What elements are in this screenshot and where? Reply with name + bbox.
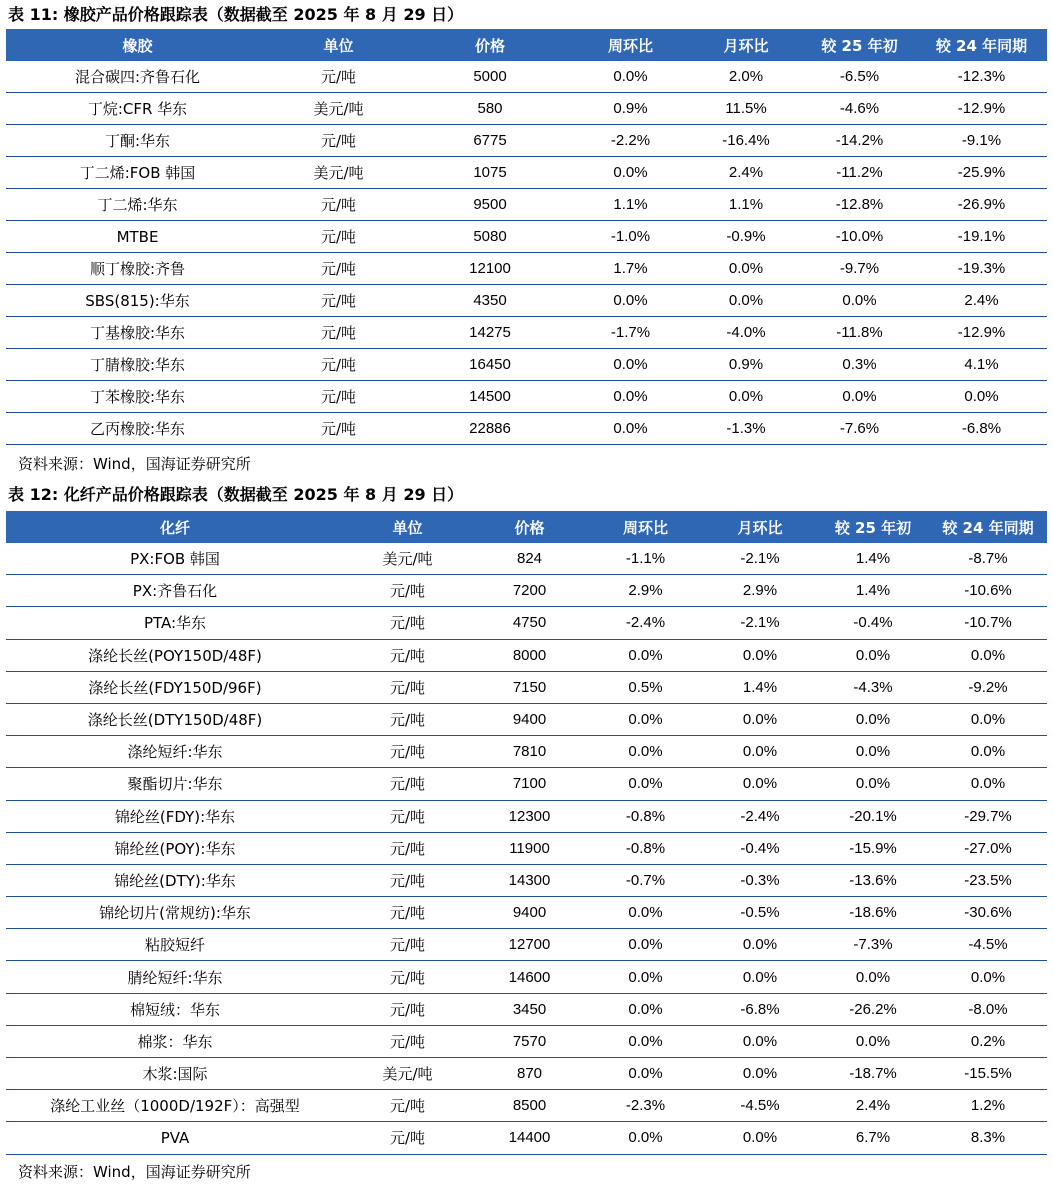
yoy-cell: -12.9%: [916, 93, 1047, 125]
yoy-cell: -9.2%: [929, 671, 1047, 703]
price-cell: 7200: [471, 575, 588, 607]
header-product: 橡胶: [6, 29, 269, 61]
ytd-cell: 0.0%: [817, 736, 929, 768]
price-cell: 8000: [471, 639, 588, 671]
ytd-cell: -18.6%: [817, 897, 929, 929]
table-row: [6, 1058, 1047, 1090]
table-row: [6, 897, 1047, 929]
table-row: [6, 800, 1047, 832]
unit-cell: 元/吨: [344, 929, 471, 961]
product-cell: 聚酯切片:华东: [6, 768, 344, 800]
fiber-table-title: 表 12: 化纤产品价格跟踪表（数据截至 2025 年 8 月 29 日）: [8, 485, 464, 504]
yoy-cell: -8.7%: [929, 543, 1047, 575]
yoy-cell: 2.4%: [916, 285, 1047, 317]
price-cell: 6775: [408, 125, 572, 157]
unit-cell: 美元/吨: [269, 93, 408, 125]
table-row: [6, 189, 1047, 221]
price-cell: 9400: [471, 703, 588, 735]
mom-cell: -0.3%: [703, 864, 817, 896]
table-row: [6, 543, 1047, 575]
ytd-cell: 0.0%: [817, 961, 929, 993]
ytd-cell: -12.8%: [803, 189, 916, 221]
yoy-cell: 1.2%: [929, 1090, 1047, 1122]
price-cell: 824: [471, 543, 588, 575]
mom-cell: -1.3%: [689, 413, 803, 445]
price-cell: 7570: [471, 1025, 588, 1057]
product-cell: 涤纶长丝(POY150D/48F): [6, 639, 344, 671]
wow-cell: 1.7%: [572, 253, 689, 285]
table-row: [6, 961, 1047, 993]
unit-cell: 美元/吨: [344, 1058, 471, 1090]
product-cell: 腈纶短纤:华东: [6, 961, 344, 993]
ytd-cell: 1.4%: [817, 575, 929, 607]
price-cell: 11900: [471, 832, 588, 864]
wow-cell: -0.8%: [588, 800, 703, 832]
yoy-cell: -12.9%: [916, 317, 1047, 349]
table-row: [6, 993, 1047, 1025]
unit-cell: 元/吨: [344, 832, 471, 864]
header-mom: 月环比: [689, 29, 803, 61]
ytd-cell: -0.4%: [817, 607, 929, 639]
mom-cell: 0.0%: [689, 285, 803, 317]
mom-cell: 1.4%: [703, 671, 817, 703]
price-cell: 4750: [471, 607, 588, 639]
unit-cell: 美元/吨: [269, 157, 408, 189]
unit-cell: 元/吨: [269, 125, 408, 157]
rubber-price-table: [6, 29, 1047, 445]
table-row: [6, 929, 1047, 961]
table-row: [6, 221, 1047, 253]
unit-cell: 元/吨: [269, 221, 408, 253]
wow-cell: 0.0%: [588, 768, 703, 800]
yoy-cell: -19.3%: [916, 253, 1047, 285]
header-product: 化纤: [6, 511, 344, 543]
wow-cell: 0.0%: [572, 61, 689, 93]
unit-cell: 元/吨: [269, 413, 408, 445]
wow-cell: 2.9%: [588, 575, 703, 607]
wow-cell: -2.2%: [572, 125, 689, 157]
unit-cell: 元/吨: [344, 768, 471, 800]
mom-cell: 0.0%: [703, 1025, 817, 1057]
mom-cell: 0.0%: [703, 736, 817, 768]
ytd-cell: -7.3%: [817, 929, 929, 961]
unit-cell: 元/吨: [344, 1025, 471, 1057]
price-cell: 5080: [408, 221, 572, 253]
table-header-row: [6, 511, 1047, 543]
wow-cell: -2.3%: [588, 1090, 703, 1122]
header-ytd: 较 25 年初: [817, 511, 929, 543]
table-row: [6, 1090, 1047, 1122]
ytd-cell: 6.7%: [817, 1122, 929, 1154]
unit-cell: 元/吨: [344, 1090, 471, 1122]
table-row: [6, 736, 1047, 768]
table-row: [6, 157, 1047, 189]
mom-cell: -0.5%: [703, 897, 817, 929]
wow-cell: 0.0%: [588, 1122, 703, 1154]
price-cell: 22886: [408, 413, 572, 445]
wow-cell: 0.0%: [572, 349, 689, 381]
product-cell: 顺丁橡胶:齐鲁: [6, 253, 269, 285]
mom-cell: -4.5%: [703, 1090, 817, 1122]
wow-cell: 0.0%: [588, 993, 703, 1025]
price-cell: 3450: [471, 993, 588, 1025]
fiber-price-table: [6, 511, 1047, 1155]
product-cell: PVA: [6, 1122, 344, 1154]
mom-cell: 2.9%: [703, 575, 817, 607]
header-price: 价格: [408, 29, 572, 61]
table-row: [6, 413, 1047, 445]
table-row: [6, 285, 1047, 317]
wow-cell: 0.0%: [572, 381, 689, 413]
price-cell: 16450: [408, 349, 572, 381]
yoy-cell: -8.0%: [929, 993, 1047, 1025]
mom-cell: 0.0%: [703, 639, 817, 671]
mom-cell: 0.9%: [689, 349, 803, 381]
unit-cell: 元/吨: [269, 285, 408, 317]
price-cell: 4350: [408, 285, 572, 317]
table-row: [6, 607, 1047, 639]
table-row: [6, 703, 1047, 735]
unit-cell: 元/吨: [269, 349, 408, 381]
ytd-cell: -9.7%: [803, 253, 916, 285]
ytd-cell: 0.0%: [817, 1025, 929, 1057]
wow-cell: 0.0%: [588, 736, 703, 768]
table-row: [6, 768, 1047, 800]
product-cell: 混合碳四:齐鲁石化: [6, 61, 269, 93]
yoy-cell: -9.1%: [916, 125, 1047, 157]
product-cell: 丁酮:华东: [6, 125, 269, 157]
ytd-cell: 0.0%: [817, 639, 929, 671]
price-cell: 7100: [471, 768, 588, 800]
yoy-cell: -29.7%: [929, 800, 1047, 832]
product-cell: 乙丙橡胶:华东: [6, 413, 269, 445]
product-cell: SBS(815):华东: [6, 285, 269, 317]
unit-cell: 元/吨: [269, 253, 408, 285]
product-cell: 锦纶丝(DTY):华东: [6, 864, 344, 896]
ytd-cell: 1.4%: [817, 543, 929, 575]
table-row: [6, 381, 1047, 413]
unit-cell: 元/吨: [344, 703, 471, 735]
table-row: [6, 864, 1047, 896]
fiber-source-note: 资料来源：Wind，国海证券研究所: [18, 1163, 251, 1181]
product-cell: 丁苯橡胶:华东: [6, 381, 269, 413]
product-cell: 涤纶长丝(DTY150D/48F): [6, 703, 344, 735]
yoy-cell: -23.5%: [929, 864, 1047, 896]
yoy-cell: -4.5%: [929, 929, 1047, 961]
yoy-cell: 8.3%: [929, 1122, 1047, 1154]
unit-cell: 元/吨: [344, 864, 471, 896]
ytd-cell: 0.0%: [803, 381, 916, 413]
unit-cell: 元/吨: [269, 189, 408, 221]
table-row: [6, 93, 1047, 125]
price-cell: 14275: [408, 317, 572, 349]
header-unit: 单位: [344, 511, 471, 543]
unit-cell: 元/吨: [269, 381, 408, 413]
product-cell: 棉浆：华东: [6, 1025, 344, 1057]
ytd-cell: 0.0%: [803, 285, 916, 317]
wow-cell: 0.9%: [572, 93, 689, 125]
ytd-cell: -15.9%: [817, 832, 929, 864]
yoy-cell: -10.7%: [929, 607, 1047, 639]
product-cell: 涤纶工业丝（1000D/192F）：高强型: [6, 1090, 344, 1122]
mom-cell: 1.1%: [689, 189, 803, 221]
yoy-cell: 4.1%: [916, 349, 1047, 381]
mom-cell: 0.0%: [689, 381, 803, 413]
product-cell: 涤纶短纤:华东: [6, 736, 344, 768]
product-cell: MTBE: [6, 221, 269, 253]
header-yoy: 较 24 年同期: [929, 511, 1047, 543]
wow-cell: 1.1%: [572, 189, 689, 221]
mom-cell: 0.0%: [703, 1058, 817, 1090]
table-row: [6, 125, 1047, 157]
wow-cell: 0.0%: [588, 639, 703, 671]
mom-cell: -2.1%: [703, 543, 817, 575]
table-row: [6, 1122, 1047, 1154]
mom-cell: 0.0%: [703, 1122, 817, 1154]
ytd-cell: -4.6%: [803, 93, 916, 125]
unit-cell: 元/吨: [269, 317, 408, 349]
mom-cell: -0.4%: [703, 832, 817, 864]
ytd-cell: -14.2%: [803, 125, 916, 157]
wow-cell: 0.0%: [588, 897, 703, 929]
wow-cell: -0.8%: [588, 832, 703, 864]
product-cell: 锦纶切片(常规纺):华东: [6, 897, 344, 929]
ytd-cell: -18.7%: [817, 1058, 929, 1090]
mom-cell: 11.5%: [689, 93, 803, 125]
header-unit: 单位: [269, 29, 408, 61]
wow-cell: -1.7%: [572, 317, 689, 349]
price-cell: 7150: [471, 671, 588, 703]
wow-cell: 0.5%: [588, 671, 703, 703]
product-cell: PX:齐鲁石化: [6, 575, 344, 607]
mom-cell: -6.8%: [703, 993, 817, 1025]
wow-cell: 0.0%: [588, 1058, 703, 1090]
ytd-cell: -13.6%: [817, 864, 929, 896]
product-cell: 棉短绒：华东: [6, 993, 344, 1025]
price-cell: 8500: [471, 1090, 588, 1122]
unit-cell: 元/吨: [269, 61, 408, 93]
ytd-cell: -26.2%: [817, 993, 929, 1025]
wow-cell: 0.0%: [588, 929, 703, 961]
price-cell: 9500: [408, 189, 572, 221]
unit-cell: 元/吨: [344, 736, 471, 768]
unit-cell: 元/吨: [344, 897, 471, 929]
table-row: [6, 253, 1047, 285]
ytd-cell: -10.0%: [803, 221, 916, 253]
table-row: [6, 61, 1047, 93]
mom-cell: 0.0%: [703, 929, 817, 961]
wow-cell: -1.1%: [588, 543, 703, 575]
unit-cell: 元/吨: [344, 1122, 471, 1154]
wow-cell: 0.0%: [588, 1025, 703, 1057]
yoy-cell: -6.8%: [916, 413, 1047, 445]
product-cell: PX:FOB 韩国: [6, 543, 344, 575]
product-cell: 粘胶短纤: [6, 929, 344, 961]
product-cell: 丁二烯:华东: [6, 189, 269, 221]
table-row: [6, 832, 1047, 864]
ytd-cell: 2.4%: [817, 1090, 929, 1122]
ytd-cell: 0.0%: [817, 703, 929, 735]
product-cell: 锦纶丝(FDY):华东: [6, 800, 344, 832]
yoy-cell: 0.2%: [929, 1025, 1047, 1057]
mom-cell: 2.4%: [689, 157, 803, 189]
yoy-cell: 0.0%: [929, 736, 1047, 768]
unit-cell: 元/吨: [344, 800, 471, 832]
yoy-cell: 0.0%: [929, 961, 1047, 993]
ytd-cell: -4.3%: [817, 671, 929, 703]
price-cell: 580: [408, 93, 572, 125]
header-wow: 周环比: [572, 29, 689, 61]
table-row: [6, 349, 1047, 381]
unit-cell: 元/吨: [344, 639, 471, 671]
price-cell: 12100: [408, 253, 572, 285]
wow-cell: 0.0%: [588, 961, 703, 993]
mom-cell: 2.0%: [689, 61, 803, 93]
price-cell: 14500: [408, 381, 572, 413]
unit-cell: 元/吨: [344, 993, 471, 1025]
yoy-cell: -15.5%: [929, 1058, 1047, 1090]
unit-cell: 元/吨: [344, 961, 471, 993]
product-cell: PTA:华东: [6, 607, 344, 639]
ytd-cell: -11.2%: [803, 157, 916, 189]
unit-cell: 元/吨: [344, 671, 471, 703]
yoy-cell: -26.9%: [916, 189, 1047, 221]
price-cell: 9400: [471, 897, 588, 929]
wow-cell: 0.0%: [572, 413, 689, 445]
header-price: 价格: [471, 511, 588, 543]
table-row: [6, 1025, 1047, 1057]
header-wow: 周环比: [588, 511, 703, 543]
yoy-cell: -12.3%: [916, 61, 1047, 93]
mom-cell: 0.0%: [703, 768, 817, 800]
ytd-cell: -7.6%: [803, 413, 916, 445]
ytd-cell: -6.5%: [803, 61, 916, 93]
rubber-table-title: 表 11: 橡胶产品价格跟踪表（数据截至 2025 年 8 月 29 日）: [8, 5, 464, 24]
mom-cell: 0.0%: [703, 703, 817, 735]
yoy-cell: 0.0%: [929, 768, 1047, 800]
mom-cell: -16.4%: [689, 125, 803, 157]
mom-cell: -2.1%: [703, 607, 817, 639]
price-cell: 7810: [471, 736, 588, 768]
product-cell: 丁基橡胶:华东: [6, 317, 269, 349]
wow-cell: 0.0%: [572, 157, 689, 189]
wow-cell: 0.0%: [572, 285, 689, 317]
ytd-cell: -11.8%: [803, 317, 916, 349]
wow-cell: -2.4%: [588, 607, 703, 639]
product-cell: 锦纶丝(POY):华东: [6, 832, 344, 864]
product-cell: 丁二烯:FOB 韩国: [6, 157, 269, 189]
ytd-cell: 0.3%: [803, 349, 916, 381]
yoy-cell: -19.1%: [916, 221, 1047, 253]
table-row: [6, 317, 1047, 349]
wow-cell: -1.0%: [572, 221, 689, 253]
fiber-table-body: [6, 543, 1047, 1154]
yoy-cell: -30.6%: [929, 897, 1047, 929]
yoy-cell: 0.0%: [916, 381, 1047, 413]
yoy-cell: -25.9%: [916, 157, 1047, 189]
price-cell: 12700: [471, 929, 588, 961]
header-mom: 月环比: [703, 511, 817, 543]
product-cell: 涤纶长丝(FDY150D/96F): [6, 671, 344, 703]
mom-cell: -4.0%: [689, 317, 803, 349]
table-row: [6, 575, 1047, 607]
unit-cell: 元/吨: [344, 575, 471, 607]
table-row: [6, 639, 1047, 671]
price-cell: 14600: [471, 961, 588, 993]
rubber-table-body: [6, 61, 1047, 445]
product-cell: 丁烷:CFR 华东: [6, 93, 269, 125]
wow-cell: 0.0%: [588, 703, 703, 735]
price-cell: 14400: [471, 1122, 588, 1154]
ytd-cell: 0.0%: [817, 768, 929, 800]
price-cell: 14300: [471, 864, 588, 896]
header-yoy: 较 24 年同期: [916, 29, 1047, 61]
mom-cell: 0.0%: [689, 253, 803, 285]
price-cell: 1075: [408, 157, 572, 189]
product-cell: 丁腈橡胶:华东: [6, 349, 269, 381]
price-cell: 5000: [408, 61, 572, 93]
yoy-cell: 0.0%: [929, 703, 1047, 735]
unit-cell: 元/吨: [344, 607, 471, 639]
price-cell: 870: [471, 1058, 588, 1090]
table-header-row: [6, 29, 1047, 61]
mom-cell: -0.9%: [689, 221, 803, 253]
yoy-cell: 0.0%: [929, 639, 1047, 671]
yoy-cell: -27.0%: [929, 832, 1047, 864]
header-ytd: 较 25 年初: [803, 29, 916, 61]
price-cell: 12300: [471, 800, 588, 832]
rubber-source-note: 资料来源：Wind，国海证券研究所: [18, 455, 251, 473]
mom-cell: 0.0%: [703, 961, 817, 993]
yoy-cell: -10.6%: [929, 575, 1047, 607]
wow-cell: -0.7%: [588, 864, 703, 896]
ytd-cell: -20.1%: [817, 800, 929, 832]
product-cell: 木浆:国际: [6, 1058, 344, 1090]
mom-cell: -2.4%: [703, 800, 817, 832]
unit-cell: 美元/吨: [344, 543, 471, 575]
table-row: [6, 671, 1047, 703]
